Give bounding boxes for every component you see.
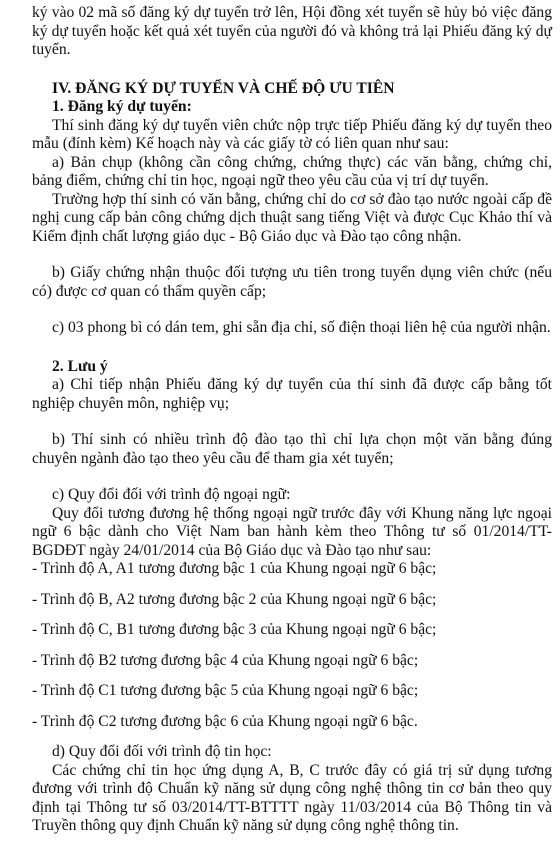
language-grade-item: - Trình độ C, B1 tương đương bậc 3 của Khung ngoại ngữ 6 bậc; [32, 621, 437, 638]
section-1-item-a: a) Bản chụp (không cần công chứng, chứng thực) các văn bằng, chứng chỉ, bảng điểm, chứng chỉ tin học, ngoại ngữ theo yêu cầu của vị trí dự tuyển. [32, 153, 552, 189]
section-1-paragraph-1: Thí sinh đăng ký dự tuyển viên chức nộp trực tiếp Phiếu đăng ký dự tuyển theo mẫu (đính kèm) Kế hoạch này và các giấy tờ có liên quan như sau: [32, 116, 552, 152]
section-1-item-b: b) Giấy chứng nhận thuộc đối tượng ưu tiên trong tuyển dụng viên chức (nếu có) được cơ quan có thẩm quyền cấp; [32, 264, 552, 300]
section-2-item-b: b) Thí sinh có nhiều trình độ đào tạo thì chỉ lựa chọn một văn bằng đúng chuyên ngành đào tạo theo yêu cầu để tham gia xét tuyển; [32, 431, 552, 467]
language-grade-item: - Trình độ B, A2 tương đương bậc 2 của Khung ngoại ngữ 6 bậc; [32, 590, 437, 608]
intro-paragraph: ký vào 02 mã số đăng ký dự tuyển trở lên, Hội đồng xét tuyển sẽ hủy bỏ việc đăng ký dự tuyển hoặc kết quả xét tuyển của người đó và không trả lại Phiếu đăng ký dự tuyển. [32, 4, 552, 58]
section-2-item-c: c) Quy đổi đối với trình độ ngoại ngữ: [52, 486, 291, 503]
section-2-language-conversion: Quy đổi tương đương hệ thống ngoại ngữ trước đây với Khung năng lực ngoại ngữ 6 bậc dành cho Việt Nam ban hành kèm theo Thông tư số 01/2014/TT-BGDĐT ngày 24/01/2014 của Bộ Giáo dục và Đào tạo như sau: [32, 504, 552, 559]
section-2-title: 2. Lưu ý [52, 357, 108, 375]
document-page [32, 4, 552, 836]
section-2-item-a: a) Chỉ tiếp nhận Phiếu đăng ký dự tuyển của thí sinh đã được cấp bằng tốt nghiệp chuyên môn, nghiệp vụ; [32, 376, 552, 412]
section-iv-title: IV. ĐĂNG KÝ DỰ TUYỂN VÀ CHẾ ĐỘ ƯU TIÊN [52, 79, 395, 97]
section-1-foreign-degree-note: Trường hợp thí sinh có văn bằng, chứng chỉ do cơ sở đào tạo nước ngoài cấp đề nghị cung cấp bản công chứng dịch thuật sang tiếng Việt và được Cục Khảo thí và Kiểm định chất lượng giáo dục - Bộ Giáo dục và Đào tạo công nhận. [32, 190, 552, 245]
section-1-title: 1. Đăng ký dự tuyển: [52, 98, 192, 115]
language-grade-item: - Trình độ A, A1 tương đương bậc 1 của Khung ngoại ngữ 6 bậc; [32, 560, 437, 577]
section-2-item-d: d) Quy đổi đối với trình độ tin học: [52, 743, 272, 760]
language-grade-item: - Trình độ C2 tương đương bậc 6 của Khung ngoại ngữ 6 bậc. [32, 712, 418, 730]
section-1-item-c: c) 03 phong bì có dán tem, ghi sẵn địa chỉ, số điện thoại liên hệ của người nhận. [52, 319, 551, 336]
language-grade-item: - Trình độ B2 tương đương bậc 4 của Khung ngoại ngữ 6 bậc; [32, 651, 419, 669]
section-2-it-conversion: Các chứng chỉ tin học ứng dụng A, B, C trước đây có giá trị sử dụng tương đương với trình độ Chuẩn kỹ năng sử dụng công nghệ thông tin cơ bản theo quy định tại Thông tư số 03/2014/TT-BTTTT ngày 11/03/2014 của Bộ Thông tin và Truyền thông quy định Chuẩn kỹ năng sử dụng công nghệ thông tin. [32, 761, 552, 834]
language-grade-item: - Trình độ C1 tương đương bậc 5 của Khung ngoại ngữ 6 bậc; [32, 682, 419, 699]
